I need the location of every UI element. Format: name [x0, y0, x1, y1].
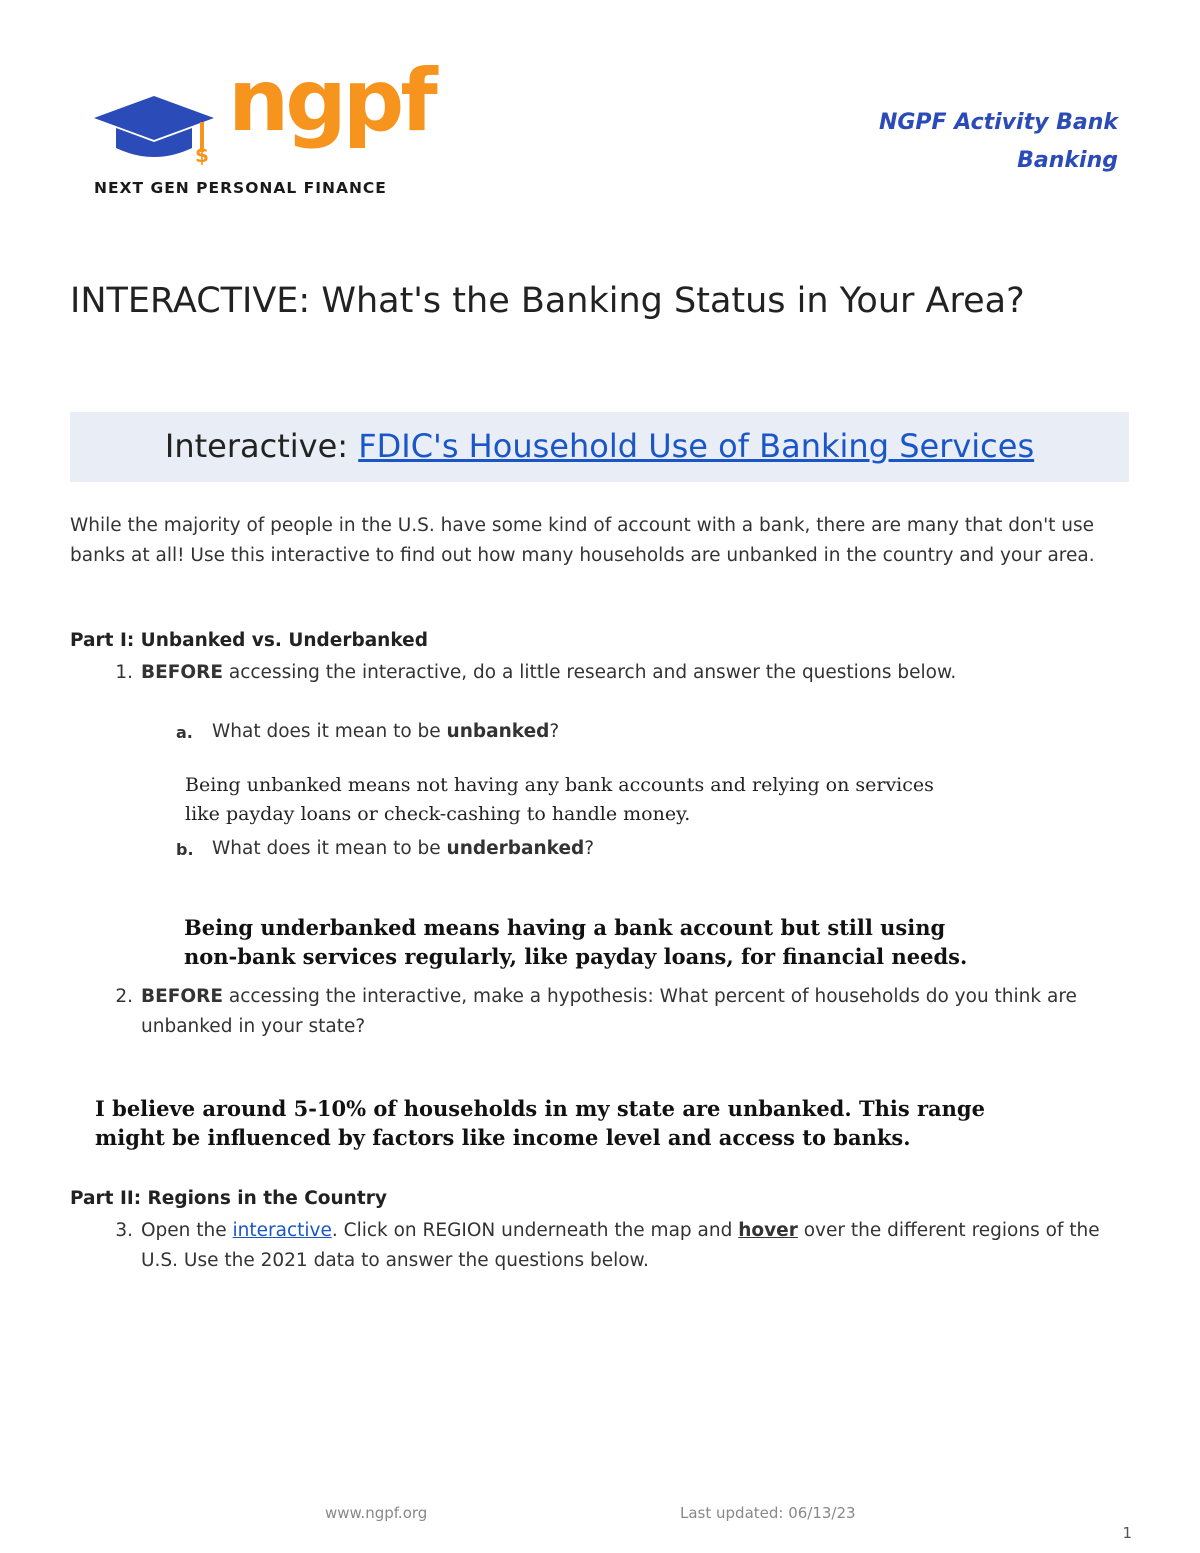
question-2-text: accessing the interactive, make a hypothesis: What percent of households do you think are unbanked in your state?: [141, 986, 1077, 1037]
logo-tagline: NEXT GEN PERSONAL FINANCE: [94, 179, 387, 197]
question-1a-pre: What does it mean to be: [212, 721, 447, 742]
question-1-text: accessing the interactive, do a little research and answer the questions below.: [223, 662, 957, 683]
question-3: [115, 1216, 1131, 1275]
svg-text:$: $: [195, 143, 209, 167]
question-3-number: 3.: [115, 1220, 133, 1241]
intro-paragraph: While the majority of people in the U.S. have some kind of account with a bank, there are many that don't use banks at all! Use this interactive to find out how many households are unbanked in the country and your area.: [70, 515, 1095, 566]
footer-website-link[interactable]: www.ngpf.org: [325, 1504, 428, 1522]
question-1a-post: ?: [549, 721, 560, 742]
question-2-number: 2.: [115, 986, 133, 1007]
question-2-bold: BEFORE: [141, 986, 223, 1007]
question-1b-letter: b.: [176, 840, 194, 859]
question-1a-bold: unbanked: [446, 721, 550, 742]
question-1a: [176, 717, 560, 746]
fdic-interactive-link[interactable]: FDIC's Household Use of Banking Services: [358, 427, 1035, 465]
question-3-pre: Open the: [141, 1220, 233, 1241]
question-3-mid: . Click on REGION underneath the map and: [331, 1220, 739, 1241]
question-3-hover: hover: [738, 1220, 798, 1241]
question-1-bold: BEFORE: [141, 662, 223, 683]
question-1a-letter: a.: [176, 723, 193, 742]
header-activity-bank: NGPF Activity Bank: [878, 110, 1118, 135]
footer-last-updated: Last updated: 06/13/23: [680, 1504, 856, 1522]
ngpf-logo[interactable]: [94, 51, 434, 200]
question-1b-bold: underbanked: [446, 838, 585, 859]
question-3-post: over the different regions of the U.S. Use the 2021 data to answer the questions below.: [141, 1220, 1100, 1271]
page-number: 1: [1122, 1524, 1132, 1542]
answer-1a[interactable]: Being unbanked means not having any bank accounts and relying on services like payday loans or check-cashing to handle money.: [185, 774, 934, 825]
question-1b-pre: What does it mean to be: [212, 838, 447, 859]
question-1-number: 1.: [115, 662, 133, 683]
logo-wordmark: ngpf: [228, 51, 434, 151]
header-label: [879, 104, 1118, 180]
banner-prefix: Interactive:: [164, 427, 359, 465]
interactive-banner: [70, 412, 1129, 482]
question-2: [115, 982, 1131, 1041]
part1-heading: Part I: Unbanked vs. Underbanked: [70, 630, 428, 651]
question-1b-post: ?: [584, 838, 595, 859]
interactive-link[interactable]: interactive: [232, 1220, 332, 1241]
answer-2[interactable]: I believe around 5-10% of households in my state are unbanked. This range might be influenced by factors like income level and access to banks.: [95, 1096, 985, 1150]
question-1: [115, 658, 1131, 688]
graduation-cap-dollar-icon: [94, 96, 224, 176]
question-1b: [176, 834, 595, 863]
page-title: INTERACTIVE: What's the Banking Status in Your Area?: [70, 281, 1025, 321]
answer-1b[interactable]: Being underbanked means having a bank account but still using non-bank services regularly, like payday loans, for financial needs.: [184, 915, 968, 969]
part2-heading: Part II: Regions in the Country: [70, 1188, 387, 1209]
header-topic: Banking: [1017, 148, 1118, 173]
